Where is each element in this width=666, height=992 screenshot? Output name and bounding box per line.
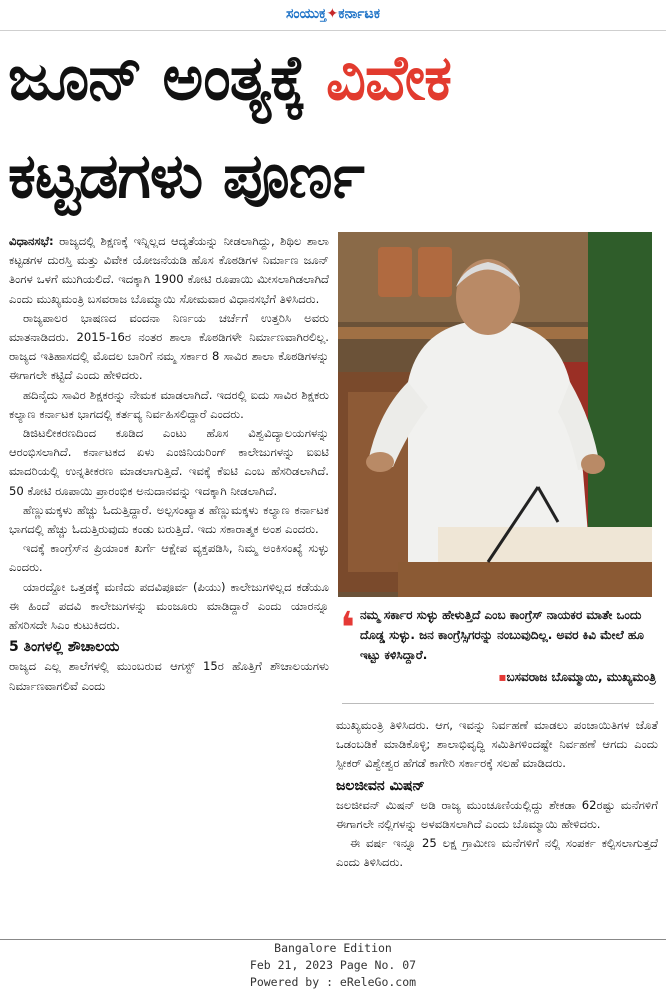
- pull-quote: [340, 605, 656, 687]
- paragraph-1: ವಿಧಾನಸಭೆ: ರಾಜ್ಯದಲ್ಲಿ ಶಿಕ್ಷಣಕ್ಕೆ ಇನ್ನಿಲ್ಲದ ಆದ್ಯತೆಯನ್ನು ನೀಡಲಾಗಿದ್ದು, ಶಿಥಿಲ ಶಾಲಾ ಕಟ್ಟಡಗಳ ದುರಸ್ತಿ ಮತ್ತು ವಿವೇಕ ಯೋಜನೆಯಡಿ ಹೊಸ ಕೊಠಡಿಗಳ ನಿರ್ಮಾಣ ಜೂನ್ ತಿಂಗಳ ಒಳಗೆ ಮುಗಿಯಲಿದೆ. ಇದಕ್ಕಾಗಿ 1900 ಕೋಟಿ ರೂಪಾಯಿ ಮೀಸಲಾಗಿಡಲಾಗಿದೆ ಎಂದು ಮುಖ್ಯಮಂತ್ರಿ ಬಸವರಾಜ ಬೊಮ್ಮಾಯಿ ಸೋಮವಾರ ವಿಧಾನಸಭೆಗೆ ತಿಳಿಸಿದರು.: [9, 234, 329, 306]
- masthead-part1: ಸಂಯುಕ್ತ: [285, 6, 327, 22]
- quote-text: ನಮ್ಮ ಸರ್ಕಾರ ಸುಳ್ಳು ಹೇಳುತ್ತಿದೆ ಎಂಬ ಕಾಂಗ್ರೆಸ್ ನಾಯಕರ ಮಾತೇ ಒಂದು ದೊಡ್ಡ ಸುಳ್ಳು. ಜನ ಕಾಂಗ್ರೆಸ್ಸಿಗರನ್ನು ನಂಬುವುದಿಲ್ಲ. ಅವರ ಕಿವಿ ಮೇಲೆ ಹೂ ಇಟ್ಟು ಕಳಿಸಿದ್ದಾರೆ.: [360, 608, 644, 662]
- bullet-icon: ▪: [498, 670, 507, 684]
- quote-divider: [342, 703, 654, 704]
- masthead-logo: [0, 6, 666, 22]
- paragraph-5: ಹೆಣ್ಣುಮಕ್ಕಳು ಹೆಚ್ಚು ಓದುತ್ತಿದ್ದಾರೆ. ಅಲ್ಪಸಂಖ್ಯಾತ ಹೆಣ್ಣುಮಕ್ಕಳು ಕಲ್ಯಾಣ ಕರ್ನಾಟಕ ಭಾಗದಲ್ಲಿ ಹೆಚ್ಚು ಓದುತ್ತಿರುವುದು ಕಂಡು ಬರುತ್ತಿದೆ. ಇದು ಸಕಾರಾತ್ಮಕ ಅಂಶ ಎಂದರು.: [9, 502, 329, 537]
- quote-attribution: ▪ಬಸವರಾಜ ಬೊಮ್ಮಾಯಿ, ಮುಖ್ಯಮಂತ್ರಿ: [498, 670, 656, 684]
- paragraph-6: ಇದಕ್ಕೆ ಕಾಂಗ್ರೆಸ್‌ನ ಪ್ರಿಯಾಂಕ ಖರ್ಗೆ ಆಕ್ಷೇಪ ವ್ಯಕ್ತಪಡಿಸಿ, ನಿಮ್ಮ ಅಂಕಿಸಂಖ್ಯೆ ಸುಳ್ಳು ಎಂದರು.: [9, 541, 329, 575]
- headline-black-text: ಜೂನ್ ಅಂತ್ಯಕ್ಕೆ: [8, 41, 326, 114]
- speaker-photo-illustration: [338, 232, 652, 597]
- paragraph-8: ರಾಜ್ಯದ ಎಲ್ಲ ಶಾಲೆಗಳಲ್ಲಿ ಮುಂಬರುವ ಆಗಸ್ಟ್ 15ರ ಹೊತ್ತಿಗೆ ಶೌಚಾಲಯಗಳು ನಿರ್ಮಾಣವಾಗಲಿವೆ ಎಂದು: [9, 659, 329, 693]
- top-divider: [0, 30, 666, 31]
- masthead-emblem-icon: ✦: [326, 6, 339, 22]
- article-left-column: [9, 232, 329, 696]
- paragraph-3: ಹದಿನೈದು ಸಾವಿರ ಶಿಕ್ಷಕರನ್ನು ನೇಮಕ ಮಾಡಲಾಗಿದೆ. ಇದರಲ್ಲಿ ಐದು ಸಾವಿರ ಶಿಕ್ಷಕರು ಕಲ್ಯಾಣ ಕರ್ನಾಟಕ ಭಾಗದಲ್ಲಿ ಕರ್ತವ್ಯ ನಿರ್ವಹಿಸಲಿದ್ದಾರೆ ಎಂದರು.: [9, 387, 329, 421]
- article-right-column: [336, 716, 658, 873]
- footer-date-page: Feb 21, 2023 Page No. 07: [249, 958, 417, 972]
- right-paragraph-1: ಮುಖ್ಯಮಂತ್ರಿ ತಿಳಿಸಿದರು. ಆಗ, ಇವನ್ನು ನಿರ್ವಹಣೆ ಮಾಡಲು ಪಂಚಾಯಿತಿಗಳ ಜೊತೆ ಒಡಂಬಡಿಕೆ ಮಾಡಿಕೊಳ್ಳಿ; ಶಾಲಾಭಿವೃದ್ಧಿ ಸಮಿತಿಗಳಿಂದಷ್ಟೇ ನಿರ್ವಹಣೆ ಆಗದು ಎಂದು ಸ್ಪೀಕರ್ ವಿಶ್ವೇಶ್ವರ ಹೆಗಡೆ ಕಾಗೇರಿ ಸರ್ಕಾರಕ್ಕೆ ಸಲಹೆ ಮಾಡಿದರು.: [336, 718, 658, 771]
- paragraph-2: ರಾಜ್ಯಪಾಲರ ಭಾಷಣದ ವಂದನಾ ನಿರ್ಣಯ ಚರ್ಚೆಗೆ ಉತ್ತರಿಸಿ ಅವರು ಮಾತನಾಡಿದರು. 2015-16ರ ನಂತರ ಶಾಲಾ ಕೊಠಡಿಗಳೇ ನಿರ್ಮಾಣವಾಗಿರಲಿಲ್ಲ. ರಾಜ್ಯದ ಇತಿಹಾಸದಲ್ಲಿ ಮೊದಲ ಬಾರಿಗೆ ನಮ್ಮ ಸರ್ಕಾರ 8 ಸಾವಿರ ಶಾಲಾ ಕೊಠಡಿಗಳನ್ನು ಈಗಾಗಲೇ ಕಟ್ಟಿದೆ ಎಂದು ಹೇಳಿದರು.: [9, 310, 329, 383]
- news-photo: [338, 232, 652, 597]
- footer-divider: [0, 939, 666, 940]
- headline-line-2: ಕಟ್ಟಡಗಳು ಪೂರ್ಣ: [8, 139, 364, 212]
- footer-powered-by-link[interactable]: Powered by : eReleGo.com: [249, 975, 417, 989]
- headline-line-1: [8, 42, 658, 114]
- dateline: ವಿಧಾನಸಭೆ:: [9, 234, 54, 248]
- paragraph-4: ಡಿಜಿಟಲೀಕರಣದಿಂದ ಕೂಡಿದ ಎಂಟು ಹೊಸ ವಿಶ್ವವಿದ್ಯಾಲಯಗಳನ್ನು ಆರಂಭಿಸಲಾಗಿದೆ. ಕರ್ನಾಟಕದ ಏಳು ಎಂಜಿನಿಯರಿಂಗ್ ಕಾಲೇಜುಗಳನ್ನು ಐಐಟಿ ಮಾದರಿಯಲ್ಲಿ ಉನ್ನತೀಕರಣ ಮಾಡಲಾಗುತ್ತಿದೆ. ಇವಕ್ಕೆ ಕೆಐಟಿ ಎಂಬ ಹೆಸರಿಡಲಾಗಿದೆ. 50 ಕೋಟಿ ರೂಪಾಯಿ ಪ್ರಾರಂಭಿಕ ಅನುದಾನವನ್ನು ಇದಕ್ಕಾಗಿ ನೀಡಲಾಗಿದೆ.: [9, 426, 329, 498]
- right-paragraph-3: ಈ ವರ್ಷ ಇನ್ನೂ 25 ಲಕ್ಷ ಗ್ರಾಮೀಣ ಮನೆಗಳಿಗೆ ನಲ್ಲಿ ಸಂಪರ್ಕ ಕಲ್ಪಿಸಲಾಗುತ್ತದೆ ಎಂದು ತಿಳಿಸಿದರು.: [336, 836, 658, 870]
- subheading-jal-jeevan: ಜಲಜೀವನ ಮಿಷನ್: [336, 777, 425, 794]
- footer-edition: Bangalore Edition: [274, 941, 392, 955]
- masthead-part2: ಕರ್ನಾಟಕ: [338, 6, 381, 22]
- right-paragraph-2: ಜಲಜೀವನ್ ಮಿಷನ್ ಅಡಿ ರಾಜ್ಯ ಮುಂಚೂಣಿಯಲ್ಲಿದ್ದು ಶೇಕಡಾ 62ರಷ್ಟು ಮನೆಗಳಿಗೆ ಈಗಾಗಲೇ ನಲ್ಲಿಗಳನ್ನು ಅಳವಡಿಸಲಾಗಿದೆ ಎಂದು ಬೊಮ್ಮಾಯಿ ಹೇಳಿದರು.: [336, 797, 658, 832]
- subheading-toilets: 5 ತಿಂಗಳಲ್ಲಿ ಶೌಚಾಲಯ: [9, 639, 120, 656]
- headline-red-text: ವಿವೇಕ: [325, 41, 451, 114]
- paragraph-7: ಯಾರದ್ದೋ ಒತ್ತಡಕ್ಕೆ ಮಣಿದು ಪದವಿಪೂರ್ವ (ಪಿಯು) ಕಾಲೇಜುಗಳಿಲ್ಲದ ಕಡೆಯೂ ಈ ಹಿಂದೆ ಪದವಿ ಕಾಲೇಜುಗಳನ್ನು ಮಂಜೂರು ಮಾಡಿದ್ದಾರೆ ಎಂದು ಯಾರನ್ನೂ ಹೆಸರಿಸದೇ ಸಿಎಂ ಕುಟುಕಿದರು.: [9, 579, 329, 633]
- quote-mark-icon: ❛: [340, 603, 356, 654]
